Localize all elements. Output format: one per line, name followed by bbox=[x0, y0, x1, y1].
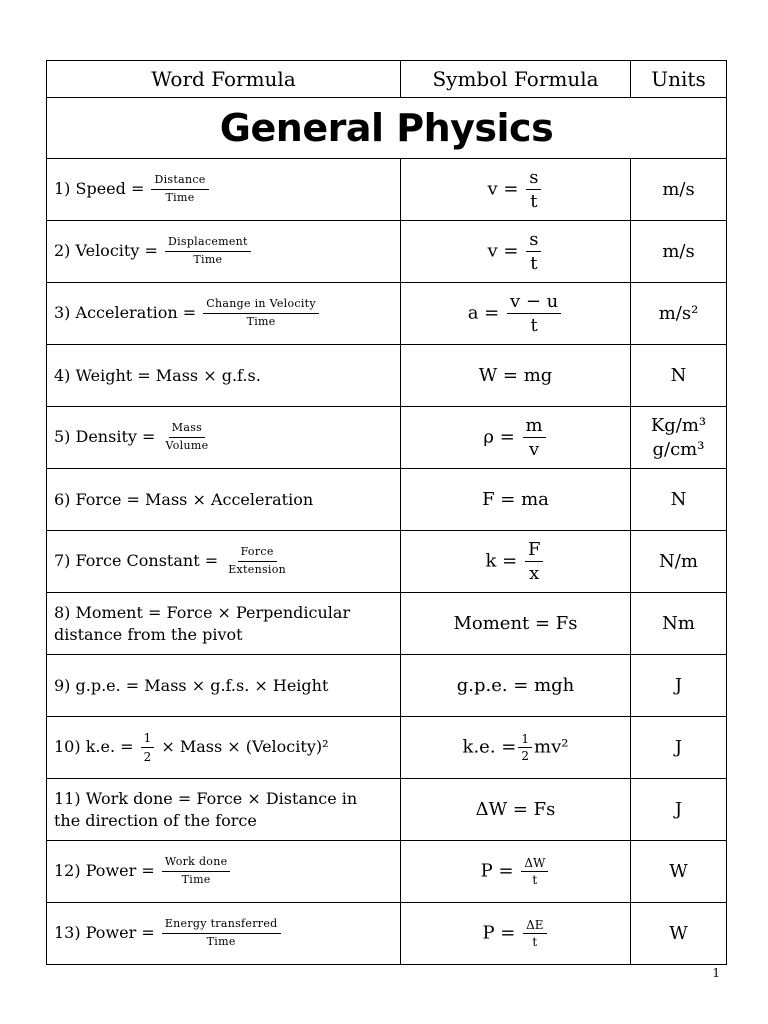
numerator: ΔW bbox=[521, 856, 548, 872]
formula-lhs: k = bbox=[485, 550, 518, 572]
formula-lhs: ρ = bbox=[483, 426, 515, 448]
fraction bbox=[526, 167, 541, 212]
numerator: 1 bbox=[518, 732, 532, 748]
table-row bbox=[47, 531, 727, 593]
symbol-formula bbox=[401, 407, 631, 469]
numerator: 1 bbox=[141, 730, 155, 748]
symbol-formula: g.p.e. = mgh bbox=[401, 655, 631, 717]
fraction bbox=[521, 856, 548, 887]
numerator: v − u bbox=[507, 291, 561, 314]
table-row bbox=[47, 593, 727, 655]
units-cell bbox=[631, 407, 727, 469]
word-formula bbox=[47, 283, 401, 345]
table-row bbox=[47, 283, 727, 345]
denominator: Volume bbox=[165, 439, 209, 452]
fraction bbox=[507, 291, 561, 336]
denominator: t bbox=[530, 253, 538, 274]
page-number: 1 bbox=[712, 966, 720, 980]
denominator: x bbox=[529, 563, 540, 584]
word-formula: 6) Force = Mass × Acceleration bbox=[47, 469, 401, 531]
word-formula bbox=[47, 841, 401, 903]
denominator: t bbox=[530, 315, 538, 336]
formula-lhs: v = bbox=[487, 240, 519, 262]
formula-lhs: P = bbox=[480, 860, 514, 882]
table-row bbox=[47, 903, 727, 965]
numerator: Mass bbox=[169, 421, 205, 438]
units-cell: N bbox=[631, 469, 727, 531]
denominator: v bbox=[528, 439, 540, 460]
symbol-formula bbox=[401, 221, 631, 283]
table-row bbox=[47, 221, 727, 283]
word-formula bbox=[47, 903, 401, 965]
formula-lhs: 5) Density = bbox=[54, 427, 156, 446]
table-row bbox=[47, 655, 727, 717]
word-formula-line: 8) Moment = Force × Perpendicular bbox=[54, 602, 351, 622]
units-cell: W bbox=[631, 903, 727, 965]
units-secondary: g/cm³ bbox=[652, 438, 705, 460]
fraction bbox=[523, 918, 546, 949]
numerator: s bbox=[526, 229, 541, 252]
formula-lhs: 2) Velocity = bbox=[54, 241, 158, 260]
formula-table bbox=[46, 60, 727, 965]
fraction bbox=[151, 173, 208, 206]
symbol-formula bbox=[401, 841, 631, 903]
fraction bbox=[525, 539, 544, 584]
header-word-formula: Word Formula bbox=[47, 61, 401, 98]
units-cell: Nm bbox=[631, 593, 727, 655]
formula-lhs: 1) Speed = bbox=[54, 179, 145, 198]
denominator: t bbox=[532, 935, 538, 949]
denominator: t bbox=[532, 873, 538, 887]
symbol-formula: ΔW = Fs bbox=[401, 779, 631, 841]
fraction bbox=[141, 730, 155, 765]
units-cell: J bbox=[631, 655, 727, 717]
formula-lhs: 7) Force Constant = bbox=[54, 551, 219, 570]
numerator: F bbox=[525, 539, 544, 562]
units-primary: Kg/m³ bbox=[650, 415, 707, 437]
numerator: Distance bbox=[151, 173, 208, 190]
fraction bbox=[523, 415, 546, 460]
fraction bbox=[162, 917, 281, 950]
formula-rhs: mv² bbox=[534, 736, 569, 758]
fraction bbox=[165, 235, 251, 268]
word-formula bbox=[47, 717, 401, 779]
header-row bbox=[47, 61, 727, 98]
symbol-formula: W = mg bbox=[401, 345, 631, 407]
formula-lhs: 3) Acceleration = bbox=[54, 303, 197, 322]
formula-lhs: 12) Power = bbox=[54, 861, 155, 880]
numerator: m bbox=[523, 415, 546, 438]
fraction bbox=[518, 732, 532, 763]
units-cell: m/s bbox=[631, 159, 727, 221]
fraction bbox=[526, 229, 541, 274]
denominator: t bbox=[530, 191, 538, 212]
formula-lhs: 10) k.e. = bbox=[54, 737, 134, 756]
formula-lhs: k.e. = bbox=[462, 736, 517, 758]
word-formula bbox=[47, 531, 401, 593]
formula-lhs: 13) Power = bbox=[54, 923, 155, 942]
word-formula bbox=[47, 159, 401, 221]
table-row bbox=[47, 407, 727, 469]
symbol-formula bbox=[401, 159, 631, 221]
units-cell: W bbox=[631, 841, 727, 903]
table-row bbox=[47, 345, 727, 407]
numerator: Force bbox=[238, 545, 277, 562]
denominator: Extension bbox=[228, 563, 287, 576]
word-formula bbox=[47, 593, 401, 655]
fraction bbox=[162, 855, 231, 888]
symbol-formula bbox=[401, 283, 631, 345]
word-formula-line: distance from the pivot bbox=[54, 624, 243, 644]
table-row bbox=[47, 779, 727, 841]
formula-lhs: P = bbox=[482, 922, 516, 944]
word-formula bbox=[47, 779, 401, 841]
units-cell: J bbox=[631, 779, 727, 841]
fraction bbox=[163, 421, 212, 454]
numerator: Work done bbox=[162, 855, 231, 872]
title-row bbox=[47, 98, 727, 159]
units-cell: J bbox=[631, 717, 727, 779]
formula-lhs: a = bbox=[467, 302, 500, 324]
denominator: 2 bbox=[143, 750, 152, 764]
word-formula bbox=[47, 221, 401, 283]
units-cell: m/s bbox=[631, 221, 727, 283]
symbol-formula bbox=[401, 531, 631, 593]
word-formula: 4) Weight = Mass × g.f.s. bbox=[47, 345, 401, 407]
denominator: Time bbox=[181, 873, 211, 886]
numerator: Displacement bbox=[165, 235, 251, 252]
symbol-formula bbox=[401, 903, 631, 965]
word-formula-line: 11) Work done = Force × Distance in bbox=[54, 788, 358, 808]
word-formula bbox=[47, 407, 401, 469]
numerator: ΔE bbox=[523, 918, 546, 934]
formula-rhs: × Mass × (Velocity)² bbox=[161, 737, 329, 756]
units-cell: N/m bbox=[631, 531, 727, 593]
table-row bbox=[47, 717, 727, 779]
header-units: Units bbox=[631, 61, 727, 98]
formula-lhs: v = bbox=[487, 178, 519, 200]
symbol-formula: F = ma bbox=[401, 469, 631, 531]
denominator: Time bbox=[246, 315, 276, 328]
symbol-formula: Moment = Fs bbox=[401, 593, 631, 655]
symbol-formula bbox=[401, 717, 631, 779]
numerator: Change in Velocity bbox=[203, 297, 319, 314]
header-symbol-formula: Symbol Formula bbox=[401, 61, 631, 98]
units-cell: m/s² bbox=[631, 283, 727, 345]
fraction bbox=[203, 297, 319, 330]
numerator: Energy transferred bbox=[162, 917, 281, 934]
denominator: Time bbox=[165, 191, 195, 204]
denominator: 2 bbox=[521, 749, 529, 763]
denominator: Time bbox=[206, 935, 236, 948]
denominator: Time bbox=[193, 253, 223, 266]
fraction bbox=[225, 545, 289, 578]
table-row bbox=[47, 159, 727, 221]
page-title: General Physics bbox=[47, 98, 727, 159]
numerator: s bbox=[526, 167, 541, 190]
word-formula-line: the direction of the force bbox=[54, 810, 257, 830]
table-row bbox=[47, 469, 727, 531]
table-row bbox=[47, 841, 727, 903]
word-formula: 9) g.p.e. = Mass × g.f.s. × Height bbox=[47, 655, 401, 717]
units-cell: N bbox=[631, 345, 727, 407]
